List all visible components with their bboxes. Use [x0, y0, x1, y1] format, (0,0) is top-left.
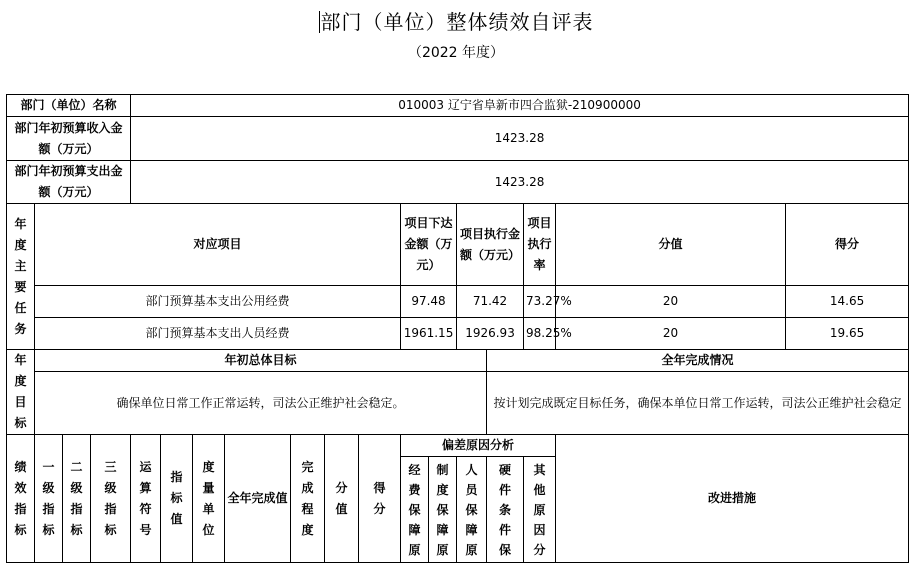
- goals-target-header: 年初总体目标: [35, 350, 487, 372]
- budget-expense-row: [7, 161, 909, 204]
- indicator-annual-value-header: 全年完成值: [225, 435, 291, 563]
- tasks-score-header: 分值: [556, 204, 786, 286]
- indicator-score-header: 分值: [325, 435, 359, 563]
- evaluation-table: [6, 94, 909, 563]
- task-executed: 71.42: [457, 286, 524, 318]
- page-title: [0, 6, 912, 35]
- indicators-section-label: 绩效指标: [7, 435, 35, 563]
- dept-row: [7, 95, 909, 117]
- task-issued: 1961.15: [401, 318, 457, 350]
- indicator-target-value-header: 指标值: [161, 435, 193, 563]
- task-rate: 98.25%: [524, 318, 556, 350]
- table-row: [7, 286, 909, 318]
- task-item: 部门预算基本支出人员经费: [35, 318, 401, 350]
- task-score: 20: [556, 318, 786, 350]
- tasks-header-row: [7, 204, 909, 286]
- indicator-completion-header: 完成程度: [291, 435, 325, 563]
- goals-completion-header: 全年完成情况: [487, 350, 909, 372]
- goals-completion-text: 按计划完成既定目标任务，确保本单位日常工作运转，司法公正维护社会稳定: [487, 372, 909, 435]
- task-earned: 19.65: [786, 318, 909, 350]
- deviation-other-header: 其他原因分: [524, 457, 556, 563]
- table-row: [7, 318, 909, 350]
- text-cursor: [319, 11, 320, 33]
- indicators-header-row: [7, 435, 909, 457]
- budget-expense-label: 部门年初预算支出金额（万元）: [7, 161, 131, 204]
- tasks-item-header: 对应项目: [35, 204, 401, 286]
- page-subtitle: （2022 年度）: [407, 45, 505, 61]
- tasks-rate-header: 项目执行率: [524, 204, 556, 286]
- task-score: 20: [556, 286, 786, 318]
- task-executed: 1926.93: [457, 318, 524, 350]
- goals-text-row: [7, 372, 909, 435]
- tasks-executed-header: 项目执行金额（万元）: [457, 204, 524, 286]
- goals-section-label: 年度目标: [7, 350, 35, 435]
- tasks-section-label: 年度主要任务: [7, 204, 35, 350]
- deviation-funding-header: 经费保障原: [401, 457, 429, 563]
- task-item: 部门预算基本支出公用经费: [35, 286, 401, 318]
- indicator-operator-header: 运算符号: [131, 435, 161, 563]
- budget-expense-value: 1423.28: [131, 161, 909, 204]
- dept-label: 部门（单位）名称: [7, 95, 131, 117]
- tasks-earned-header: 得分: [786, 204, 909, 286]
- budget-income-row: [7, 117, 909, 161]
- task-issued: 97.48: [401, 286, 457, 318]
- page-title-text: 部门（单位）整体绩效自评表: [320, 10, 594, 34]
- improvement-header: 改进措施: [556, 435, 909, 563]
- goals-target-text: 确保单位日常工作正常运转，司法公正维护社会稳定。: [35, 372, 487, 435]
- goals-header-row: [7, 350, 909, 372]
- deviation-personnel-header: 人员保障原: [457, 457, 487, 563]
- tasks-issued-header: 项目下达金额（万元）: [401, 204, 457, 286]
- deviation-header: 偏差原因分析: [401, 435, 556, 457]
- task-rate: 73.27%: [524, 286, 556, 318]
- budget-income-label: 部门年初预算收入金额（万元）: [7, 117, 131, 161]
- budget-income-value: 1423.28: [131, 117, 909, 161]
- dept-value: 010003 辽宁省阜新市四合监狱-210900000: [131, 95, 909, 117]
- task-earned: 14.65: [786, 286, 909, 318]
- indicator-unit-header: 度量单位: [193, 435, 225, 563]
- indicator-level3-header: 三级指标: [91, 435, 131, 563]
- deviation-hardware-header: 硬件条件保: [487, 457, 524, 563]
- deviation-system-header: 制度保障原: [429, 457, 457, 563]
- indicator-earned-header: 得分: [359, 435, 401, 563]
- indicator-level1-header: 一级指标: [35, 435, 63, 563]
- indicator-level2-header: 二级指标: [63, 435, 91, 563]
